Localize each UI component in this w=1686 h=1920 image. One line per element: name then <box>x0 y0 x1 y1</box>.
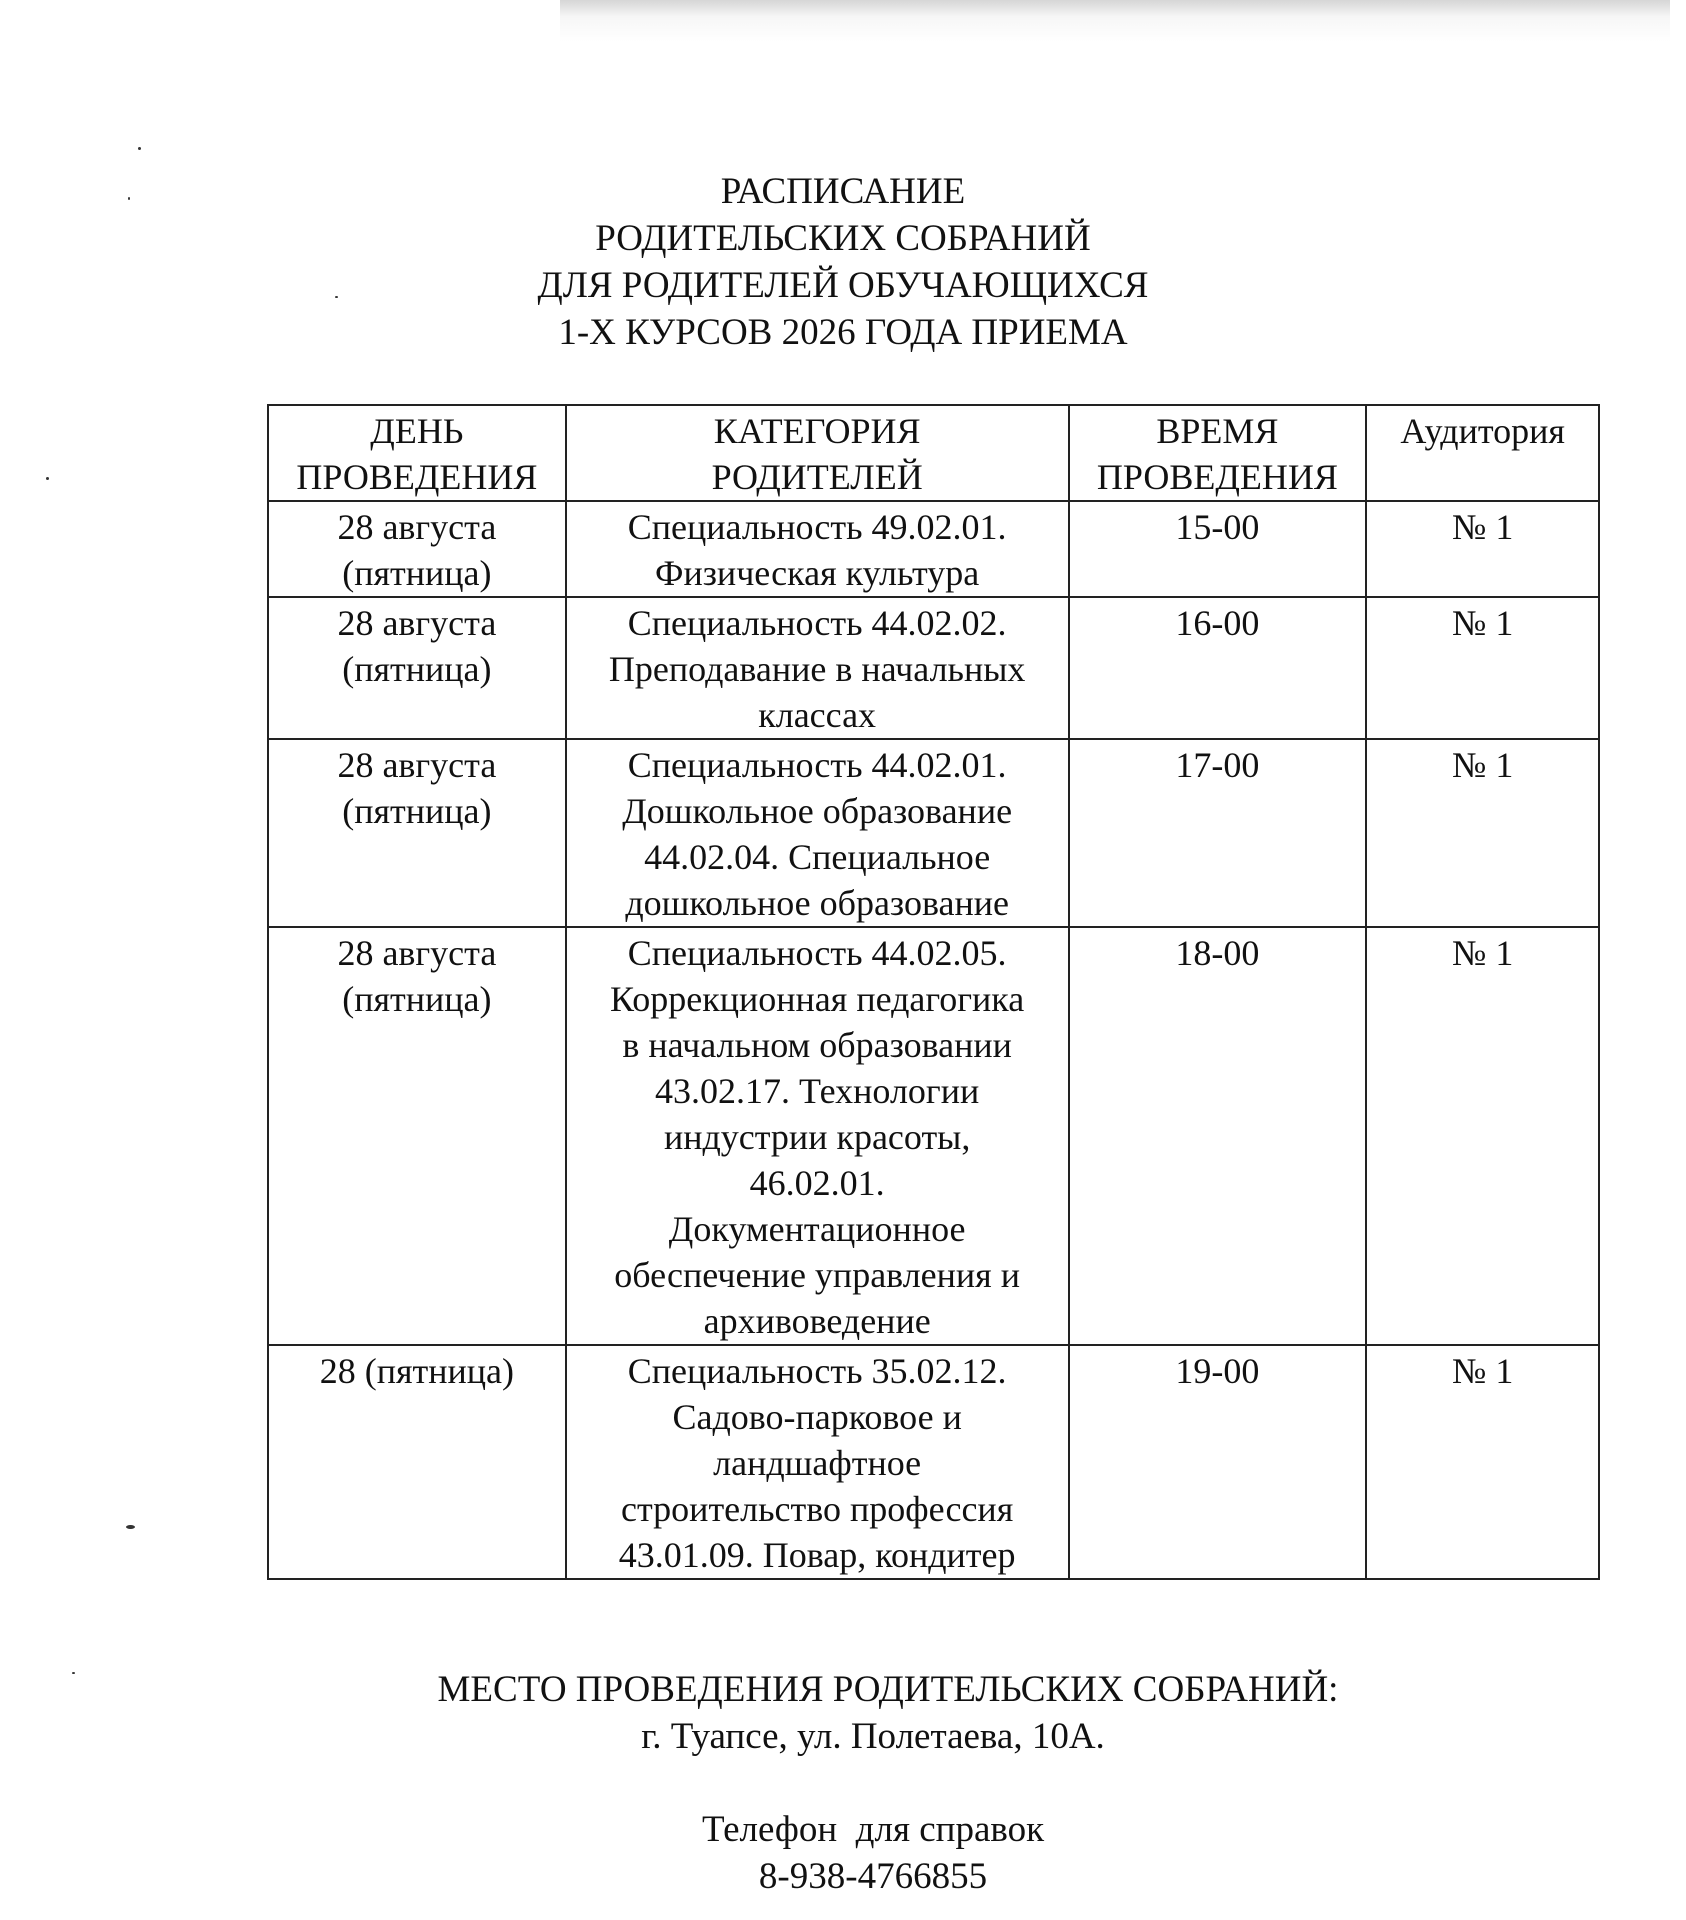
table-row <box>268 597 1599 739</box>
venue-address: г. Туапсе, ул. Полетаева, 10А. <box>641 1716 1105 1757</box>
schedule-table <box>267 404 1600 1580</box>
cell-category <box>566 739 1069 927</box>
cell-room: № 1 <box>1366 501 1599 597</box>
cell-text: Физическая культура <box>655 553 980 593</box>
cell-time: 17-00 <box>1069 739 1367 927</box>
cell-text: Коррекционная педагогика <box>610 979 1025 1019</box>
scan-speck <box>126 1525 135 1529</box>
cell-text: 28 августа <box>337 603 497 643</box>
cell-text: Садово-парковое и <box>672 1397 962 1437</box>
scan-speck <box>46 477 49 480</box>
title-line: ДЛЯ РОДИТЕЛЕЙ ОБУЧАЮЩИХСЯ <box>537 265 1149 306</box>
cell-text: Документационное <box>668 1209 966 1249</box>
header-text: ДЕНЬ <box>370 411 464 451</box>
cell-text: архивоведение <box>703 1301 931 1341</box>
cell-text: 28 (пятница) <box>319 1351 515 1391</box>
cell-text: Преподавание в начальных <box>608 649 1026 689</box>
phone-number: 8-938-4766855 <box>758 1856 988 1897</box>
cell-text: (пятница) <box>342 649 492 689</box>
title-line: РАСПИСАНИЕ <box>720 171 966 212</box>
cell-text: 46.02.01. <box>749 1163 885 1203</box>
cell-text: 44.02.04. Специальное <box>644 837 991 877</box>
scan-edge-shadow <box>560 0 1670 42</box>
table-row <box>268 927 1599 1345</box>
cell-text: Дошкольное образование <box>622 791 1013 831</box>
cell-day <box>268 501 566 597</box>
cell-text: 43.01.09. Повар, кондитер <box>618 1535 1016 1575</box>
header-text: РОДИТЕЛЕЙ <box>711 457 923 497</box>
cell-text: дошкольное образование <box>625 883 1009 923</box>
cell-room: № 1 <box>1366 1345 1599 1579</box>
cell-text: индустрии красоты, <box>663 1117 971 1157</box>
cell-text: классах <box>758 695 877 735</box>
cell-text: (пятница) <box>342 791 492 831</box>
cell-room: № 1 <box>1366 597 1599 739</box>
header-room <box>1366 405 1599 501</box>
cell-category <box>566 1345 1069 1579</box>
phone-block <box>0 1806 1686 1900</box>
cell-room: № 1 <box>1366 739 1599 927</box>
cell-text: Специальность 44.02.02. <box>627 603 1007 643</box>
cell-day <box>268 597 566 739</box>
scan-speck <box>138 147 141 150</box>
title-line: РОДИТЕЛЬСКИХ СОБРАНИЙ <box>595 218 1091 259</box>
table-row <box>268 739 1599 927</box>
cell-text: (пятница) <box>342 979 492 1019</box>
cell-text: в начальном образовании <box>622 1025 1012 1065</box>
cell-category <box>566 927 1069 1345</box>
cell-text: 28 августа <box>337 745 497 785</box>
header-category <box>566 405 1069 501</box>
cell-text: ландшафтное <box>713 1443 922 1483</box>
header-text: ПРОВЕДЕНИЯ <box>1096 457 1338 497</box>
cell-room: № 1 <box>1366 927 1599 1345</box>
cell-time: 19-00 <box>1069 1345 1367 1579</box>
cell-text: Специальность 35.02.12. <box>627 1351 1007 1391</box>
document-title <box>0 168 1686 356</box>
cell-time: 15-00 <box>1069 501 1367 597</box>
cell-text: 43.02.17. Технологии <box>655 1071 980 1111</box>
title-line: 1-Х КУРСОВ 2026 ГОДА ПРИЕМА <box>558 312 1128 353</box>
cell-text: Специальность 44.02.01. <box>627 745 1007 785</box>
cell-category <box>566 501 1069 597</box>
cell-category <box>566 597 1069 739</box>
cell-day <box>268 927 566 1345</box>
venue-label: МЕСТО ПРОВЕДЕНИЯ РОДИТЕЛЬСКИХ СОБРАНИЙ: <box>437 1669 1339 1710</box>
header-time <box>1069 405 1367 501</box>
cell-time: 16-00 <box>1069 597 1367 739</box>
header-text: Аудитория <box>1400 411 1565 451</box>
header-text: ВРЕМЯ <box>1156 411 1279 451</box>
cell-text: Специальность 44.02.05. <box>627 933 1007 973</box>
table-header-row <box>268 405 1599 501</box>
cell-day <box>268 739 566 927</box>
header-text: КАТЕГОРИЯ <box>713 411 921 451</box>
table-row <box>268 501 1599 597</box>
cell-day <box>268 1345 566 1579</box>
cell-text: 28 августа <box>337 933 497 973</box>
cell-text: строительство профессия <box>621 1489 1014 1529</box>
table-row <box>268 1345 1599 1579</box>
cell-text: 28 августа <box>337 507 497 547</box>
header-text: ПРОВЕДЕНИЯ <box>296 457 538 497</box>
cell-text: обеспечение управления и <box>614 1255 1020 1295</box>
phone-label: Телефон для справок <box>701 1809 1045 1850</box>
cell-text: (пятница) <box>342 553 492 593</box>
venue-block <box>0 1666 1686 1760</box>
cell-time: 18-00 <box>1069 927 1367 1345</box>
cell-text: Специальность 49.02.01. <box>627 507 1007 547</box>
header-day <box>268 405 566 501</box>
